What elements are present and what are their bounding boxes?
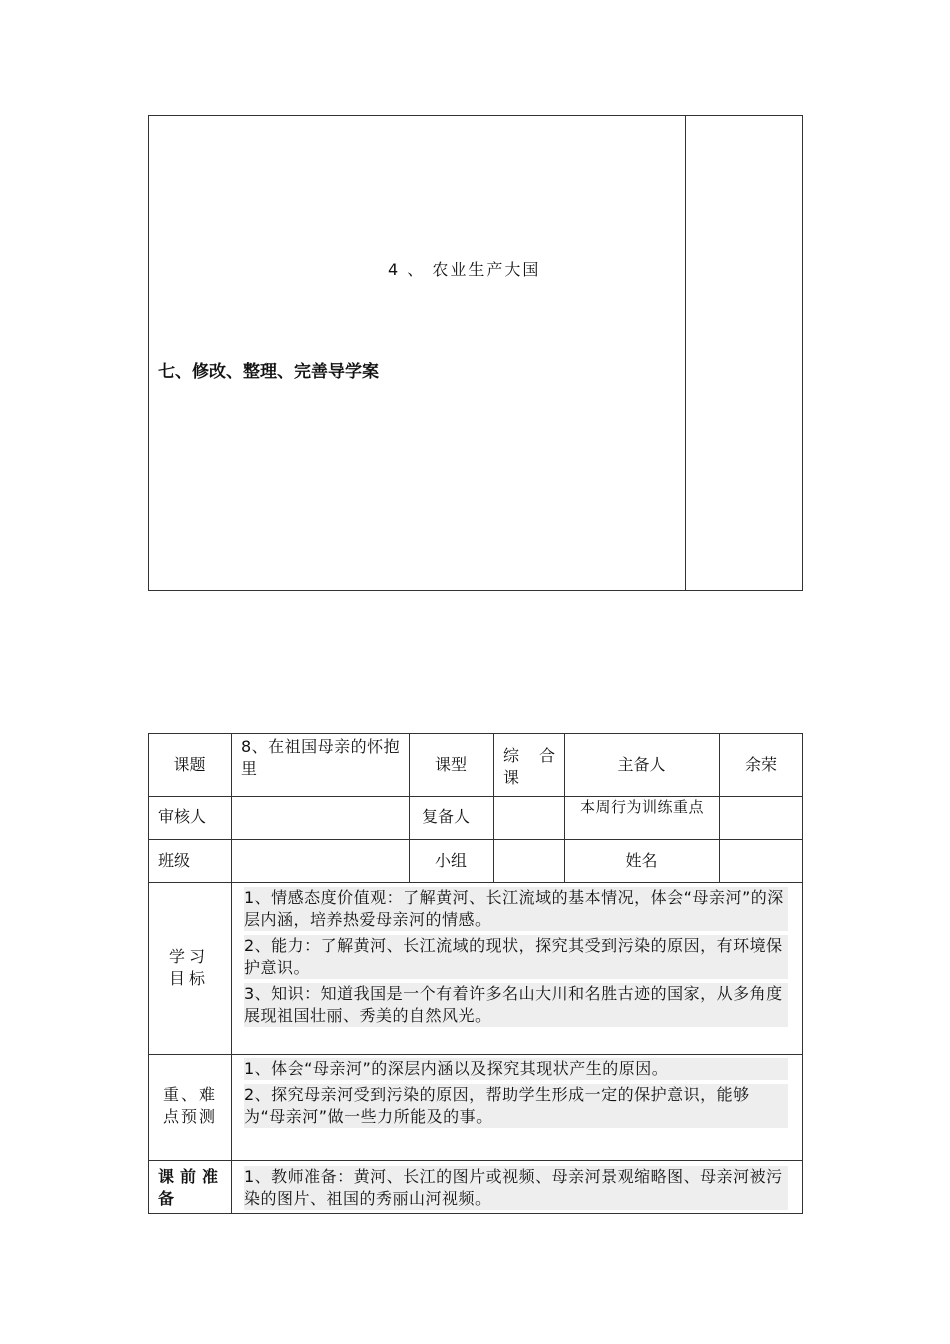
name-label: 姓名 (625, 851, 658, 870)
goal-item: 2、能力：了解黄河、长江流域的现状，探究其受到污染的原因，有环境保护意识。 (244, 935, 788, 979)
row-line (148, 796, 803, 797)
type-label: 课型 (434, 755, 467, 774)
row-line (148, 839, 803, 840)
goal-item: 3、知识：知道我国是一个有着许多名山大川和名胜古迹的国家，从多角度展现祖国壮丽、秀美的自然风光。 (244, 983, 788, 1027)
prep-list (244, 1166, 788, 1210)
behavior-label: 本周行为训练重点 (579, 798, 704, 816)
goals-list (244, 887, 788, 1027)
upper-center-text: 4 、 农业生产大国 (388, 260, 541, 279)
prep-label: 课前准备 (158, 1167, 225, 1208)
type-value: 综 合课 (503, 746, 558, 787)
difficulty-item: 1、体会“母亲河”的深层内涵以及探究其现状产生的原因。 (244, 1058, 788, 1080)
row-line (148, 1054, 803, 1055)
goal-item: 1、情感态度价值观：了解黄河、长江流域的基本情况，体会“母亲河”的深层内涵，培养热爱母亲河的情感。 (244, 887, 788, 931)
topic-label: 课题 (173, 755, 206, 774)
upper-table-divider (685, 115, 686, 591)
difficulties-list (244, 1058, 788, 1128)
group-label: 小组 (434, 851, 467, 870)
difficulties-label: 重、难点预测 (162, 1085, 217, 1126)
co-label: 复备人 (422, 807, 471, 826)
class-label: 班级 (158, 851, 191, 870)
col-line (493, 733, 494, 882)
row-line (148, 1160, 803, 1161)
upper-table (148, 115, 803, 591)
topic-value: 8、在祖国母亲的怀抱里 (241, 737, 401, 778)
prep-item: 1、教师准备：黄河、长江的图片或视频、母亲河景观缩略图、母亲河被污染的图片、祖国的秀丽山河视频。 (244, 1166, 788, 1210)
difficulty-item: 2、探究母亲河受到污染的原因，帮助学生形成一定的保护意识，能够为“母亲河”做一些力所能及的事。 (244, 1084, 788, 1128)
col-line (231, 733, 232, 1214)
lead-value: 余荣 (744, 755, 777, 774)
goals-label: 学习目标 (168, 947, 209, 988)
reviewer-label: 审核人 (158, 807, 207, 826)
row-line (148, 882, 803, 883)
lead-label: 主备人 (617, 755, 666, 774)
section-heading: 七、修改、整理、完善导学案 (158, 362, 379, 382)
